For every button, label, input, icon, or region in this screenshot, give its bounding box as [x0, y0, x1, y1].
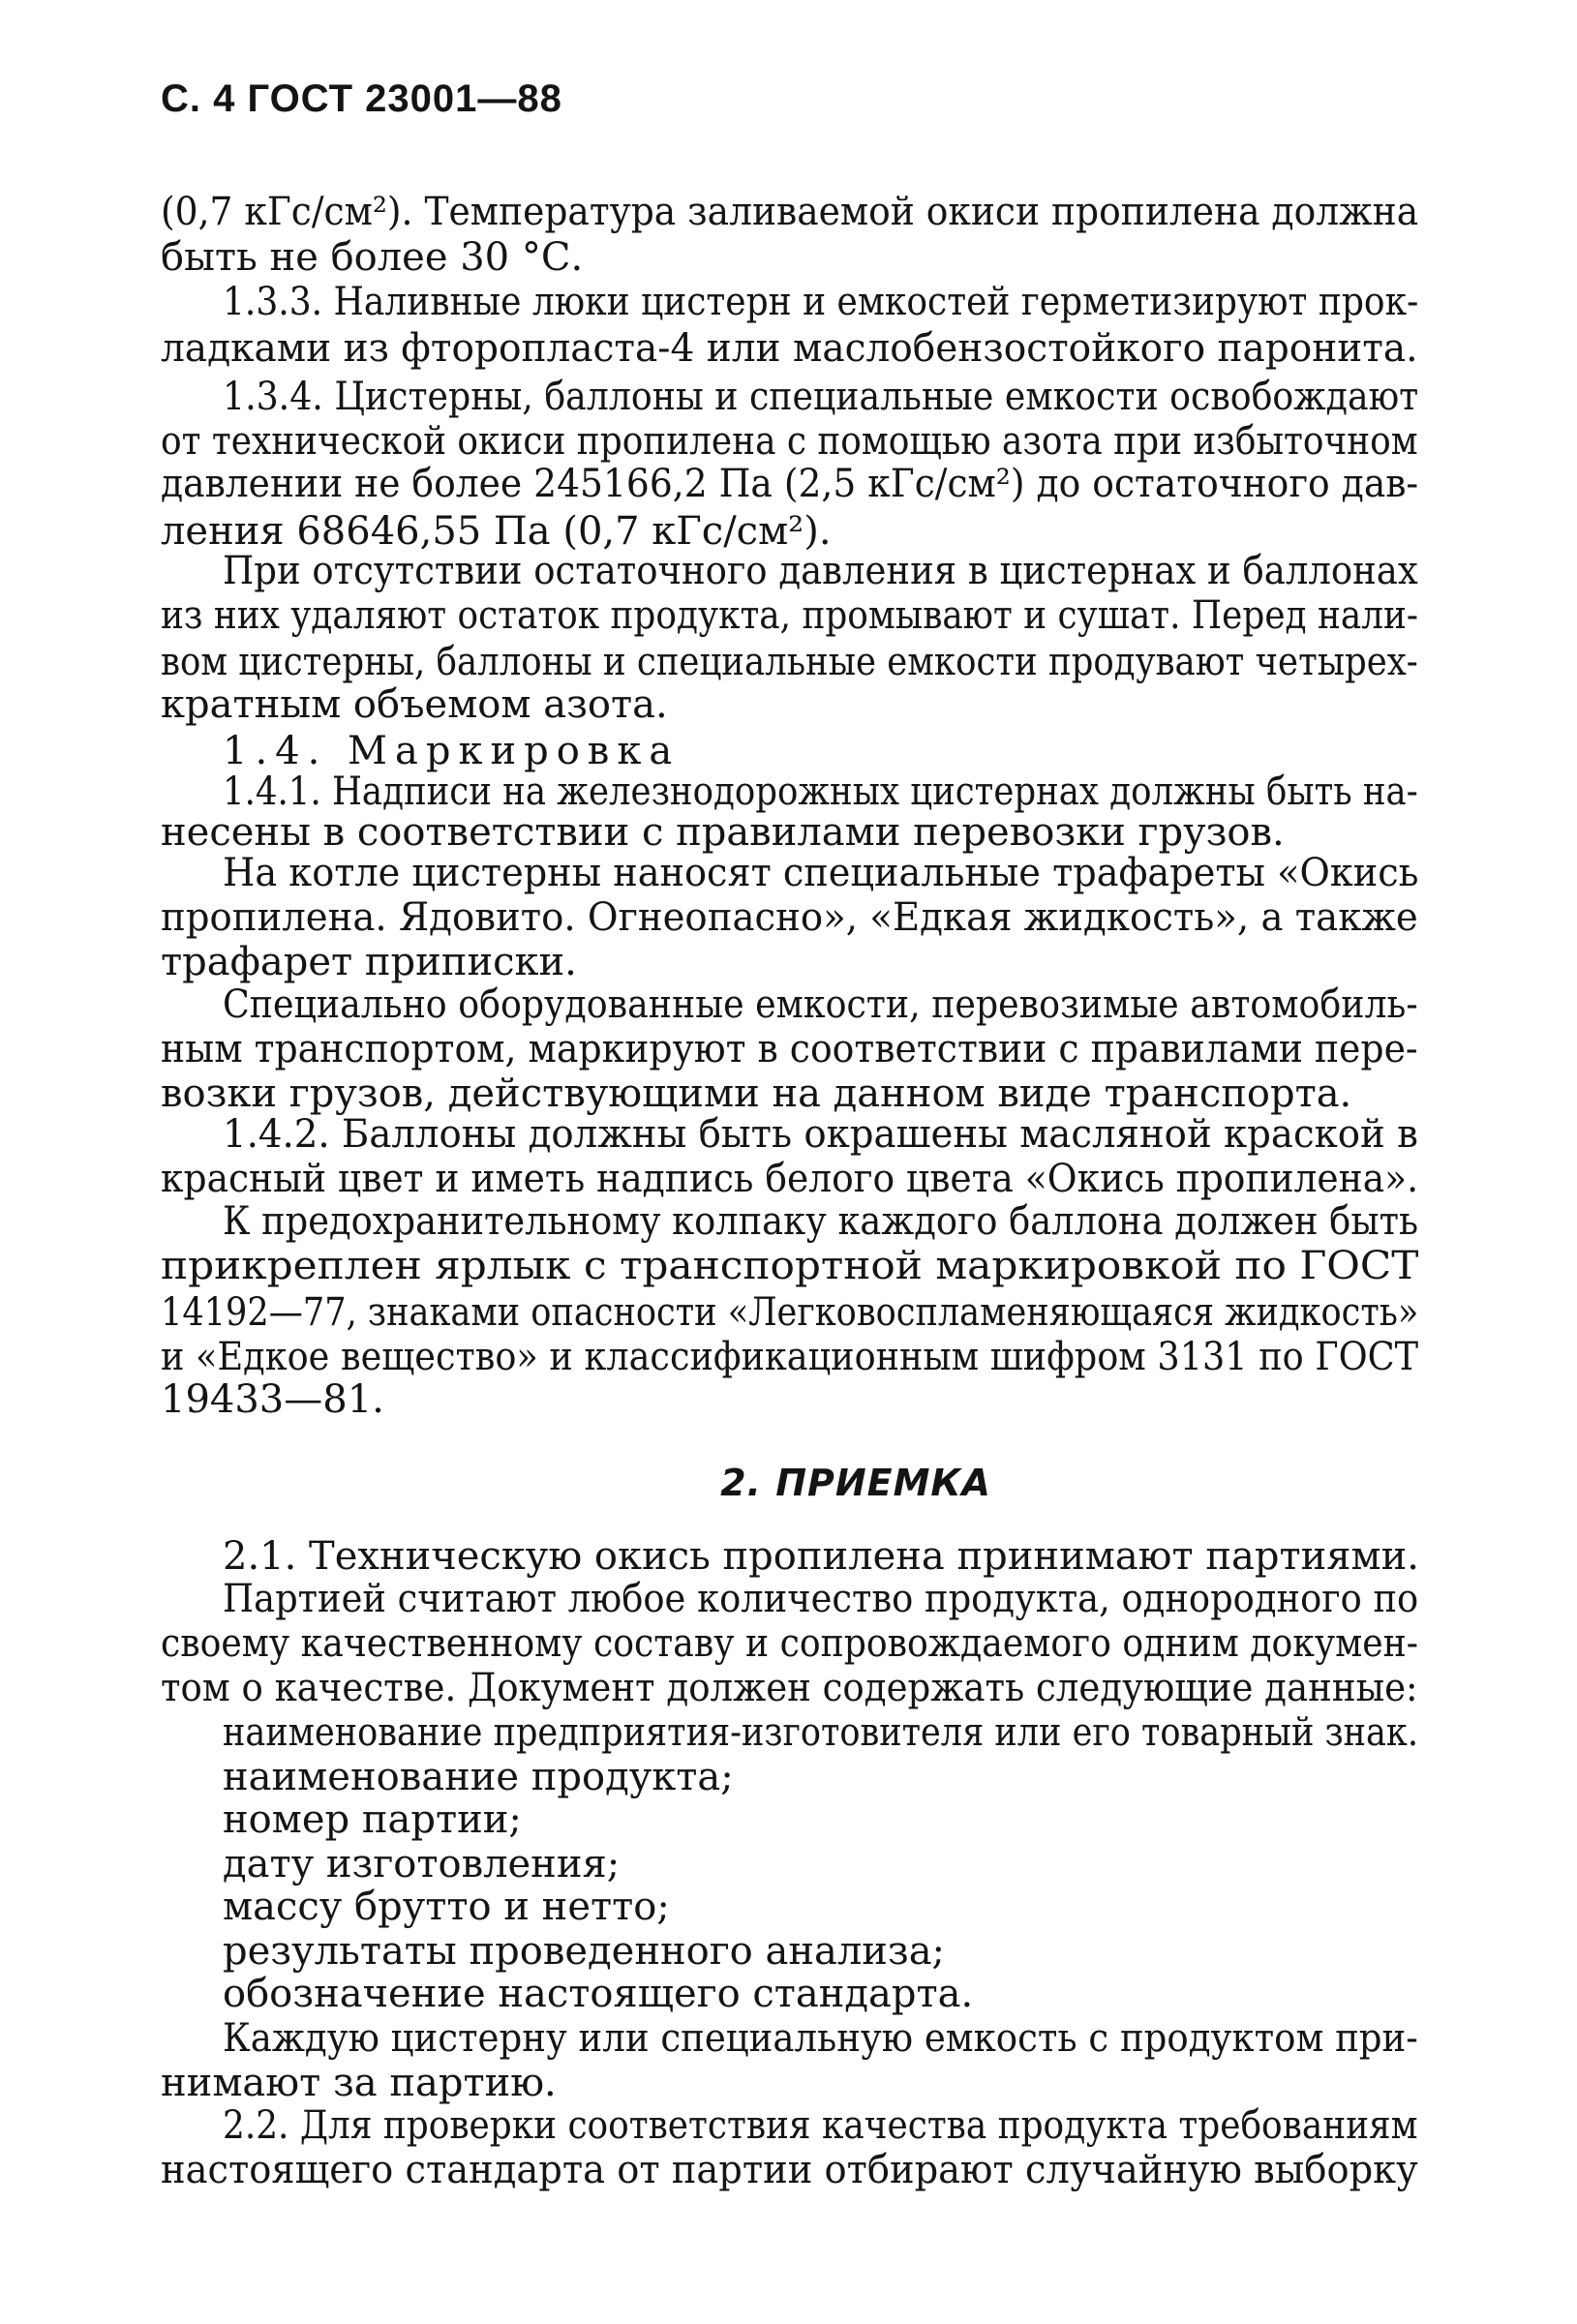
- text-line: дату изготовления;: [223, 1842, 621, 1886]
- text-line: от технической окиси пропилена с помощью азота при избыточном: [161, 419, 1418, 464]
- text-line: кратным объемом азота.: [161, 682, 668, 727]
- text-line: нимают за партию.: [161, 2061, 557, 2105]
- text-line: прикреплен ярлык с транспортной маркировкой по ГОСТ: [161, 1244, 1419, 1288]
- text-line: 1.3.3. Наливные люки цистерн и емкостей герметизируют прок-: [223, 280, 1419, 324]
- text-line: 2.1. Техническую окись пропилена принимают партиями.: [223, 1534, 1419, 1579]
- text-line: 2.2. Для проверки соответствия качества продукта требованиям: [223, 2103, 1418, 2148]
- text-line: из них удаляют остаток продукта, промывают и сушат. Перед нали-: [161, 593, 1418, 638]
- text-line: Партией считают любое количество продукта, однородного по: [223, 1577, 1419, 1621]
- text-line: 1.4.2. Баллоны должны быть окрашены масляной краской в: [223, 1112, 1418, 1157]
- text-line: (0,7 кГс/см²). Температура заливаемой окиси пропилена должна: [161, 190, 1419, 234]
- text-line: К предохранительному колпаку каждого баллона должен быть: [223, 1199, 1418, 1244]
- text-line: вом цистерны, баллоны и специальные емкости продувают четырех-: [161, 640, 1418, 684]
- subsection-heading: 1.4. Маркировка: [223, 729, 681, 773]
- text-line: На котле цистерны наносят специальные трафареты «Окись: [223, 851, 1419, 895]
- text-line: своему качественному составу и сопровождаемого одним докумен-: [161, 1621, 1418, 1666]
- page-header: С. 4 ГОСТ 23001—88: [161, 77, 562, 120]
- text-line: 1.3.4. Цистерны, баллоны и специальные емкости освобождают: [223, 375, 1419, 419]
- text-line: давлении не более 245166,2 Па (2,5 кГс/см²) до остаточного дав-: [161, 462, 1419, 506]
- text-line: ладками из фторопласта-4 или маслобензостойкого паронита.: [161, 326, 1418, 371]
- text-line: 1.4.1. Надписи на железнодорожных цистернах должны быть на-: [223, 770, 1418, 814]
- text-line: настоящего стандарта от партии отбирают случайную выборку: [161, 2148, 1418, 2192]
- text-line: том о качестве. Документ должен содержать следующие данные:: [161, 1666, 1418, 1710]
- text-line: быть не более 30 °С.: [161, 235, 584, 280]
- text-line: трафарет приписки.: [161, 940, 577, 984]
- text-line: ным транспортом, маркируют в соответствии с правилами пере-: [161, 1027, 1418, 1071]
- text-line: номер партии;: [223, 1797, 522, 1842]
- text-line: массу брутто и нетто;: [223, 1885, 670, 1929]
- text-line: пропилена. Ядовито. Огнеопасно», «Едкая жидкость», а также: [161, 895, 1418, 940]
- text-line: несены в соответствии с правилами перевозки грузов.: [161, 810, 1285, 855]
- text-line: наименование предприятия-изготовителя или его товарный знак.: [223, 1710, 1419, 1755]
- text-line: При отсутствии остаточного давления в цистернах и баллонах: [223, 549, 1418, 593]
- text-line: Каждую цистерну или специальную емкость с продуктом при-: [223, 2016, 1418, 2061]
- text-line: наименование продукта;: [223, 1755, 734, 1799]
- text-line: ления 68646,55 Па (0,7 кГс/см²).: [161, 509, 832, 554]
- text-line: и «Едкое вещество» и классификационным шифром 3131 по ГОСТ: [161, 1335, 1419, 1379]
- text-line: возки грузов, действующими на данном виде транспорта.: [161, 1071, 1352, 1116]
- text-line: результаты проведенного анализа;: [223, 1929, 946, 1974]
- section-heading: 2. ПРИЕМКА: [720, 1462, 991, 1504]
- text-line: красный цвет и иметь надпись белого цвета «Окись пропилена».: [161, 1157, 1419, 1201]
- text-line: Специально оборудованные емкости, перевозимые автомобиль-: [223, 982, 1418, 1027]
- text-line: 19433—81.: [161, 1377, 384, 1422]
- text-line: 14192—77, знаками опасности «Легковоспламеняющаяся жидкость»: [161, 1290, 1419, 1335]
- text-line: обозначение настоящего стандарта.: [223, 1972, 974, 2016]
